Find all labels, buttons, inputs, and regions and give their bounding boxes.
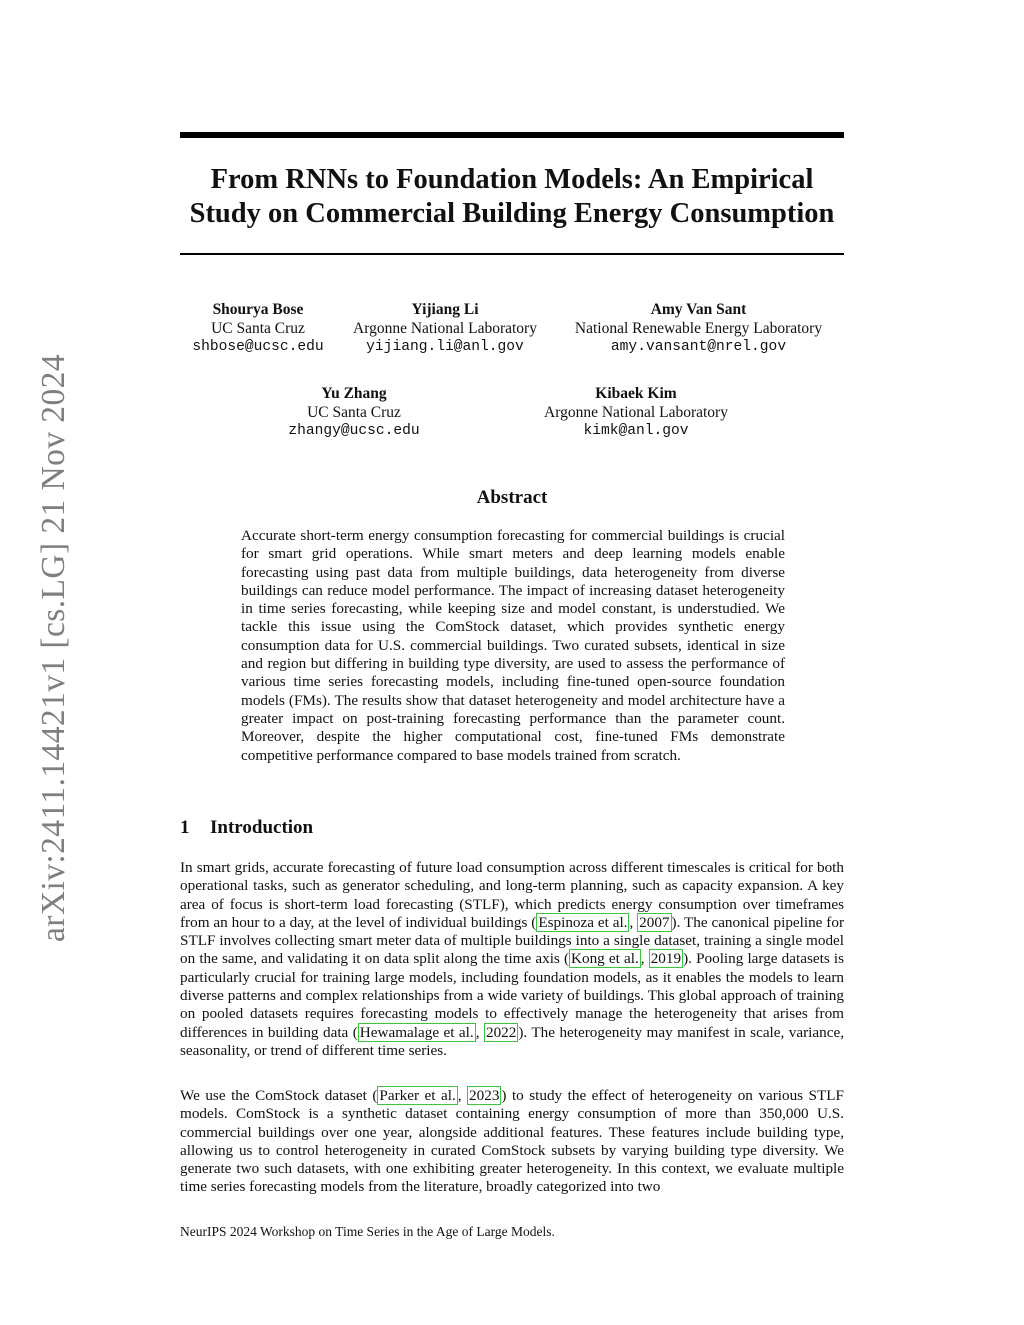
paper-title-line-2: Study on Commercial Building Energy Consumption xyxy=(189,198,835,229)
author-affiliation: Argonne National Laboratory xyxy=(353,320,537,337)
citation-link[interactable]: 2007 xyxy=(639,913,670,931)
paper-title-line-1: From RNNs to Foundation Models: An Empirical xyxy=(210,164,814,195)
author-name: Amy Van Sant xyxy=(650,301,747,318)
paragraph-text: ). Pooling large datasets is particularly crucial for training large models, including foundation models, as it enables the models to learn diverse patterns and complex relationships from a wide variety of buildings. This global approach of training on pooled datasets requires forecasting models to effectively manage the heterogeneity that arises from differences in building data ( xyxy=(180,950,845,1041)
paragraph-text: ). The heterogeneity may manifest in scale, variance, seasonality, or trend of different time series. xyxy=(180,1023,844,1059)
author-affiliation: UC Santa Cruz xyxy=(307,404,401,421)
author-block xyxy=(270,384,438,441)
section-number: 1 xyxy=(180,817,190,838)
venue-footnote: NeurIPS 2024 Workshop on Time Series in the Age of Large Models. xyxy=(180,1224,555,1239)
author-block xyxy=(180,300,336,357)
author-email: zhangy@ucsc.edu xyxy=(288,423,420,439)
intro-paragraph-1: In smart grids, accurate forecasting of future load consumption across different timescales is critical for both operational tasks, such as generator scheduling, and long-term planning, such as capacity expansion. A key area of focus is short-term load forecasting (STLF), which predicts energy consumption over timeframes from an hour to a day, at the level of individual buildings ( Espinoza et al. , 2007 ). The canonical pipeline for STLF involves collecting smart meter data of multiple buildings into a single dataset, training a single model on the same, and validating it on data split along the time axis ( Kong et al. , 2019 ). Pooling large datasets is particularly crucial for training large models, including foundation models, as it enables the models to learn diverse patterns and complex relationships from a wide variety of buildings. This global approach of training on pooled datasets requires forecasting models to effectively manage the heterogeneity that arises from differences in building data ( Hewamalage et al. , 2022 ). The heterogeneity may manifest in scale, variance, seasonality, or trend of different time series. xyxy=(180,859,845,1059)
paragraph-text: ) to study the effect of heterogeneity on various STLF models. ComStock is a synthetic dataset containing energy consumption of more than 350,000 U.S. commercial buildings over one year, alongside additional features. These features include building type, allowing us to control heterogeneity in curated ComStock subsets by varying building type diversity. We generate two such datasets, with one exhibiting greater heterogeneity. In this context, we evaluate multiple time series forecasting models from the literature, broadly categorized into two xyxy=(180,1087,845,1196)
arxiv-identifier-svg xyxy=(16,350,78,950)
title-rule-top xyxy=(180,132,844,138)
author-block xyxy=(526,384,746,441)
intro-paragraph-2: We use the ComStock dataset ( Parker et al. , 2023 ) to study the effect of heterogeneity on various STLF models. ComStock is a synthetic dataset containing energy consumption of more than 350,000 U.S. commercial buildings over one year, alongside additional features. These features include building type, allowing us to control heterogeneity in curated ComStock subsets by varying building type diversity. We generate two such datasets, with one exhibiting greater heterogeneity. In this context, we evaluate multiple time series forecasting models from the literature, broadly categorized into two xyxy=(180,1087,845,1196)
author-affiliation: Argonne National Laboratory xyxy=(544,404,728,421)
citation-link[interactable]: 2022 xyxy=(485,1023,517,1041)
author-block xyxy=(556,300,841,357)
citation-link[interactable]: Hewamalage et al. xyxy=(359,1023,474,1041)
title-rule-bottom xyxy=(180,253,844,255)
author-email: kimk@anl.gov xyxy=(583,423,689,439)
section-title: Introduction xyxy=(210,817,314,838)
abstract-body: Accurate short-term energy consumption forecasting for commercial buildings is crucial for smart grid operations. While smart meters and deep learning models enable forecasting using past data from multiple buildings, data heterogeneity from diverse buildings can reduce model performance. The impact of increasing dataset heterogeneity in time series forecasting, while keeping size and model constant, is understudied. We tackle this issue using the ComStock dataset, which provides synthetic energy consumption data for U.S. commercial buildings. Two curated subsets, identical in size and region but differing in building type diversity, are used to assess the performance of various time series forecasting models, including fine-tuned open-source foundation models (FMs). The results show that dataset heterogeneity and model architecture have a greater impact on post-training forecasting performance than the parameter count. Moreover, despite the higher computational cost, fine-tuned FMs demonstrate competitive performance compared to base models trained from scratch. xyxy=(241,527,785,764)
author-affiliation: UC Santa Cruz xyxy=(211,320,305,337)
author-block xyxy=(336,300,554,357)
author-email: yijiang.li@anl.gov xyxy=(366,339,524,355)
citation-link[interactable]: 2023 xyxy=(469,1087,500,1104)
abstract-heading: Abstract xyxy=(476,487,548,508)
arxiv-identifier-text: arXiv:2411.14421v1 [cs.LG] 21 Nov 2024 xyxy=(35,354,72,942)
section-heading-introduction xyxy=(180,817,844,839)
paragraph-text: We use the ComStock dataset ( xyxy=(180,1087,378,1104)
citation-link[interactable]: Kong et al. xyxy=(571,950,639,968)
paper-title xyxy=(180,163,844,231)
citation-link[interactable]: Parker et al. xyxy=(379,1087,456,1104)
author-name: Shourya Bose xyxy=(212,301,304,318)
paragraph-text: ). The canonical pipeline for STLF involves collecting smart meter data of multiple buildings into a single dataset, training a single model on the same, and validating it on data split along the time axis ( xyxy=(180,913,845,968)
citation-link[interactable]: Espinoza et al. xyxy=(538,913,628,931)
author-name: Yijiang Li xyxy=(411,301,479,318)
author-name: Kibaek Kim xyxy=(595,385,677,402)
arxiv-identifier xyxy=(16,350,78,950)
paragraph-text: In smart grids, accurate forecasting of future load consumption across different timescales is critical for both operational tasks, such as generator scheduling, and long-term planning, such as capacity expansion. A key area of focus is short-term load forecasting (STLF), which predicts energy consumption over timeframes from an hour to a day, at the level of individual buildings ( xyxy=(180,859,844,931)
citation-link[interactable]: 2019 xyxy=(650,950,682,968)
author-affiliation: National Renewable Energy Laboratory xyxy=(574,320,823,337)
author-email: amy.vansant@nrel.gov xyxy=(610,339,787,355)
author-email: shbose@ucsc.edu xyxy=(192,339,324,355)
author-name: Yu Zhang xyxy=(321,385,387,402)
